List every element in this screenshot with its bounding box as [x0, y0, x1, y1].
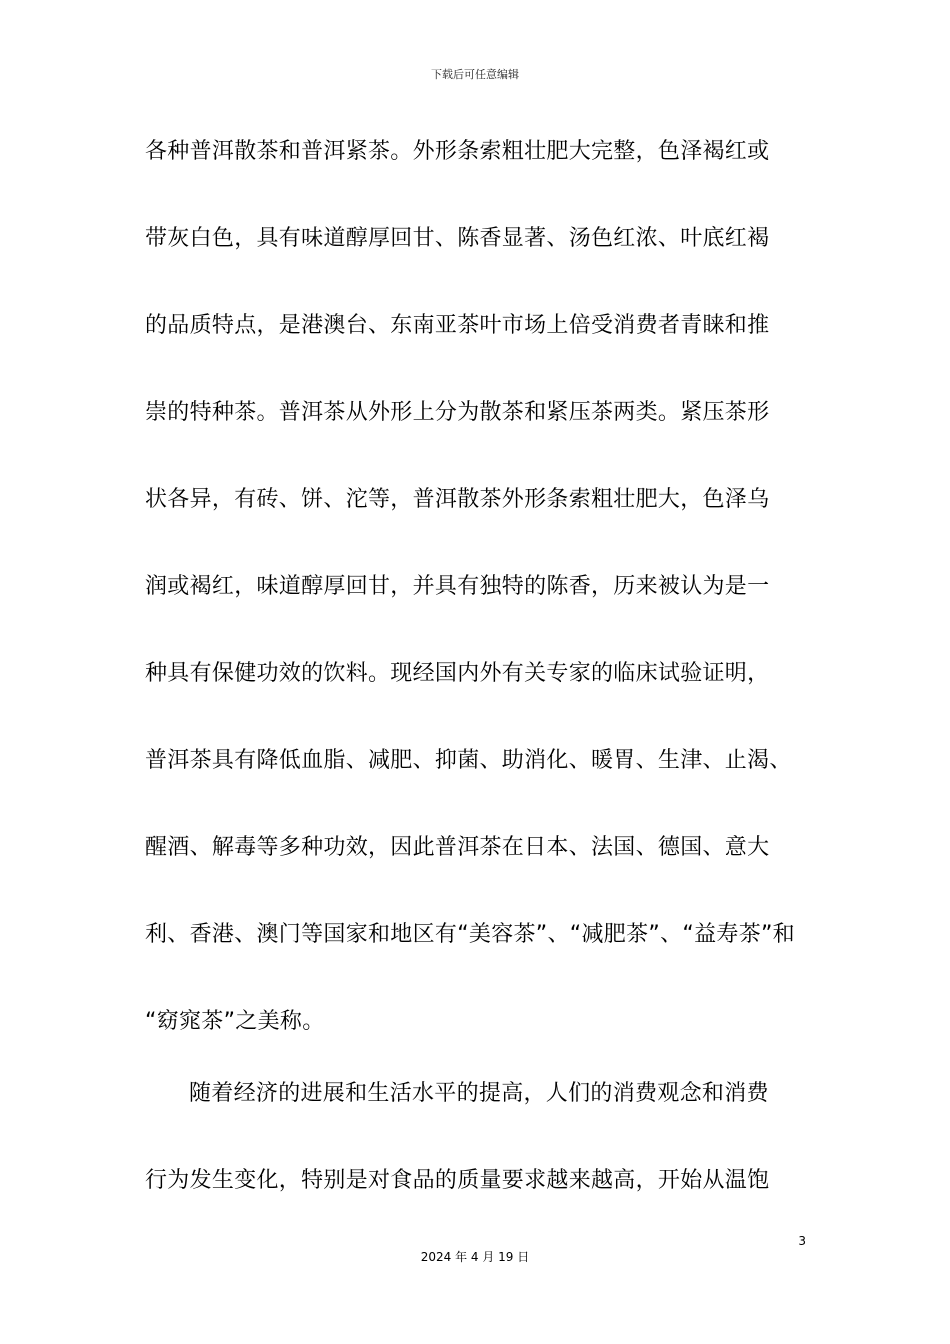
paragraph-line: 利、香港、澳门等国家和地区有“美容茶”、“减肥茶”、“益寿茶”和 [145, 922, 795, 947]
page-number: 3 [798, 1234, 806, 1248]
paragraph-line: 崇的特种茶。普洱茶从外形上分为散茶和紧压茶两类。紧压茶形 [145, 400, 770, 425]
paragraph-line: 状各异，有砖、饼、沱等，普洱散茶外形条索粗壮肥大，色泽乌 [145, 487, 770, 512]
paragraph-line: 各种普洱散茶和普洱紧茶。外形条索粗壮肥大完整，色泽褐红或 [145, 139, 770, 164]
paragraph-line: “窈窕茶”之美称。 [145, 1009, 325, 1034]
paragraph-line: 种具有保健功效的饮料。现经国内外有关专家的临床试验证明， [145, 661, 770, 686]
paragraph-line: 行为发生变化，特别是对食品的质量要求越来越高，开始从温饱 [145, 1168, 770, 1193]
footer-date: 2024 年 4 月 19 日 [420, 1250, 530, 1264]
paragraph-line: 的品质特点，是港澳台、东南亚茶叶市场上倍受消费者青睐和推 [145, 313, 770, 338]
paragraph-line: 普洱茶具有降低血脂、减肥、抑菌、助消化、暖胃、生津、止渴、 [145, 748, 792, 773]
page-header: 下载后可任意编辑 [431, 68, 519, 81]
paragraph-line: 带灰白色，具有味道醇厚回甘、陈香显著、汤色红浓、叶底红褐 [145, 226, 770, 251]
paragraph-line-indented: 随着经济的进展和生活水平的提高，人们的消费观念和消费 [189, 1081, 769, 1106]
paragraph-line: 润或褐红，味道醇厚回甘，并具有独特的陈香，历来被认为是一 [145, 574, 770, 599]
paragraph-line: 醒酒、解毒等多种功效，因此普洱茶在日本、法国、德国、意大 [145, 835, 770, 860]
